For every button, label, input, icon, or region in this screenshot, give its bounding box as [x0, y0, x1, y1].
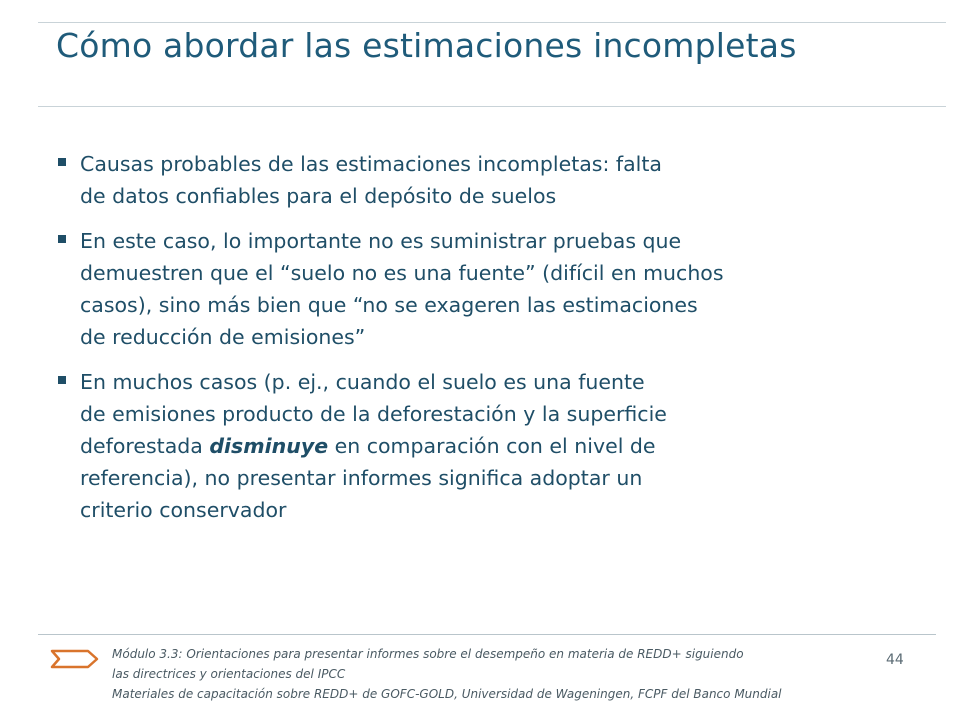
bullet-text-line: criterio conservador [80, 498, 287, 522]
footer-credits [112, 644, 912, 704]
footer-divider [38, 634, 936, 635]
bullet-text-line: referencia), no presentar informes significa adoptar un [80, 466, 643, 490]
square-bullet-icon [58, 235, 66, 243]
chevron-arrow-icon [50, 648, 100, 670]
bullet-text-line: En muchos casos (p. ej., cuando el suelo es una fuente [80, 370, 645, 394]
square-bullet-icon [58, 376, 66, 384]
bullet-list [56, 148, 936, 539]
bullet-text-line: de emisiones producto de la deforestación y la superficie [80, 402, 667, 426]
page-title: Cómo abordar las estimaciones incompletas [56, 26, 797, 65]
line-suffix: en comparación con el nivel de [328, 434, 656, 458]
page-number: 44 [886, 652, 904, 668]
top-divider [38, 22, 946, 23]
bullet-text-line: demuestren que el “suelo no es una fuente” (difícil en muchos [80, 261, 724, 285]
bullet-text-line: Causas probables de las estimaciones incompletas: falta [80, 152, 662, 176]
bullet-text-line: de datos confiables para el depósito de suelos [80, 184, 557, 208]
bullet-item-this-case [56, 225, 936, 353]
footer-line-module: Módulo 3.3: Orientaciones para presentar informes sobre el desempeño en materia de REDD+ siguiendo [112, 647, 744, 661]
title-divider [38, 106, 946, 107]
footer-line-materials: Materiales de capacitación sobre REDD+ de GOFC-GOLD, Universidad de Wageningen, FCPF del Banco Mundial [112, 687, 782, 701]
emphasized-word: disminuye [209, 434, 329, 458]
bullet-item-causes [56, 148, 936, 212]
bullet-item-many-cases [56, 366, 936, 526]
bullet-text-line: En este caso, lo importante no es suministrar pruebas que [80, 229, 682, 253]
bullet-text-line: de reducción de emisiones” [80, 325, 366, 349]
bullet-text-line-emphasis [80, 430, 936, 462]
footer-line-guidelines: las directrices y orientaciones del IPCC [112, 667, 346, 681]
bullet-text-line: casos), sino más bien que “no se exageren las estimaciones [80, 293, 698, 317]
line-prefix: deforestada [80, 434, 210, 458]
square-bullet-icon [58, 158, 66, 166]
